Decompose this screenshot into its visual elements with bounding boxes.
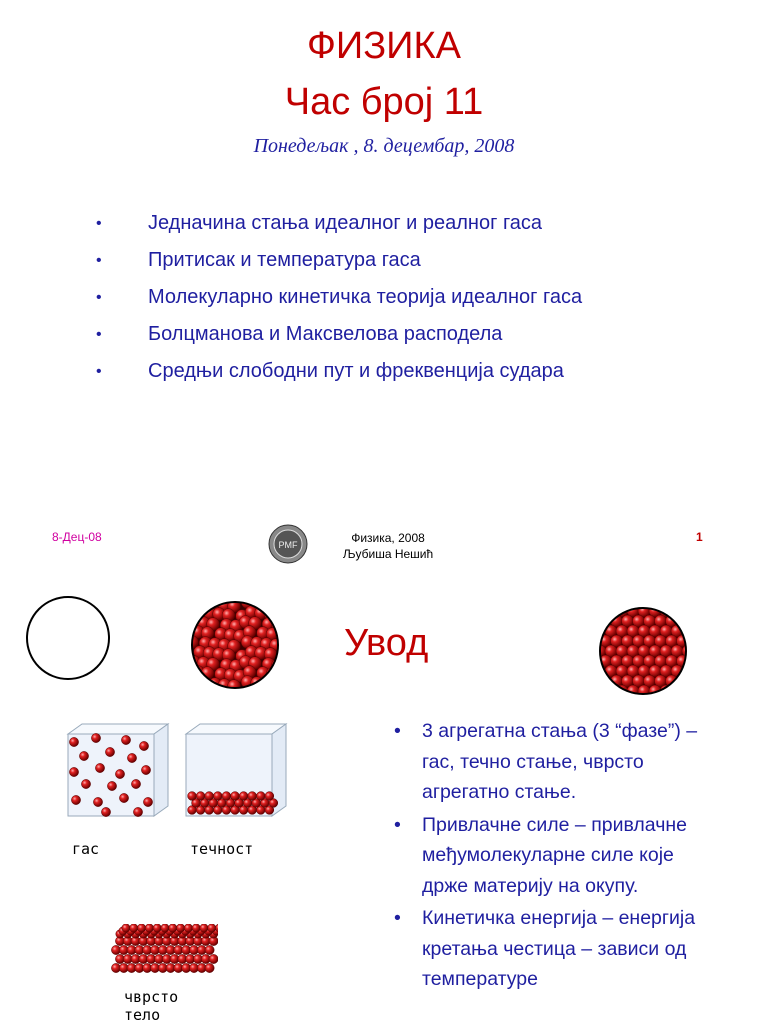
list-item: • Кинетичка енергија – енергија кретања честица – зависи од температуре <box>394 903 714 995</box>
footer-credits <box>338 530 438 562</box>
list-item: • Притисак и температура гаса <box>96 249 421 271</box>
footer-date: 8-Дец-08 <box>52 530 102 544</box>
intro-bullet-list <box>394 716 714 997</box>
topic-list <box>96 205 582 390</box>
slide-title: ФИЗИКА <box>307 25 461 67</box>
liquid-label: течност <box>190 840 254 858</box>
solid-block-icon <box>108 924 218 981</box>
empty-circle-icon <box>24 594 112 687</box>
topic-text: Притисак и температура гаса <box>148 249 421 271</box>
list-item: • Молекуларно кинетичка теорија идеалног гаса <box>96 286 583 308</box>
page-number: 1 <box>696 530 703 544</box>
topic-text: Болцманова и Максвелова расподела <box>148 323 503 345</box>
liquid-container-icon <box>184 722 288 823</box>
lesson-date: Понедељак , 8. децембар, 2008 <box>253 135 515 157</box>
slide-heading: Увод <box>344 622 429 664</box>
list-item: • Болцманова и Максвелова расподела <box>96 323 503 345</box>
topic-text: Средњи слободни пут и фреквенција судара <box>148 360 564 382</box>
topic-text: Једначина стања идеалног и реалног гаса <box>148 212 543 234</box>
list-item: • Привлачне силе – привлачне међумолекуларне силе које држе материју на окупу. <box>394 810 714 902</box>
liquid-particles-icon <box>190 600 280 695</box>
gas-container-icon <box>66 722 170 823</box>
footer-author: Љубиша Нешић <box>342 547 434 561</box>
list-item: • 3 агрегатна стања (3 “фазе”) – гас, течно стање, чврсто агрегатно стање. <box>394 716 714 808</box>
solid-particles-icon <box>598 606 688 701</box>
university-logo-icon <box>268 524 308 569</box>
topic-text: Молекуларно кинетичка теорија идеалног гаса <box>148 286 583 308</box>
list-item: • Средњи слободни пут и фреквенција судара <box>96 360 564 382</box>
lesson-number: Час број 11 <box>284 81 484 123</box>
footer-course: Физика, 2008 <box>351 531 425 545</box>
solid-label: чврсто тело <box>124 988 179 1024</box>
gas-label: гас <box>72 840 100 858</box>
list-item: • Једначина стања идеалног и реалног гаса <box>96 212 543 234</box>
svg-text:PMF: PMF <box>278 540 298 550</box>
